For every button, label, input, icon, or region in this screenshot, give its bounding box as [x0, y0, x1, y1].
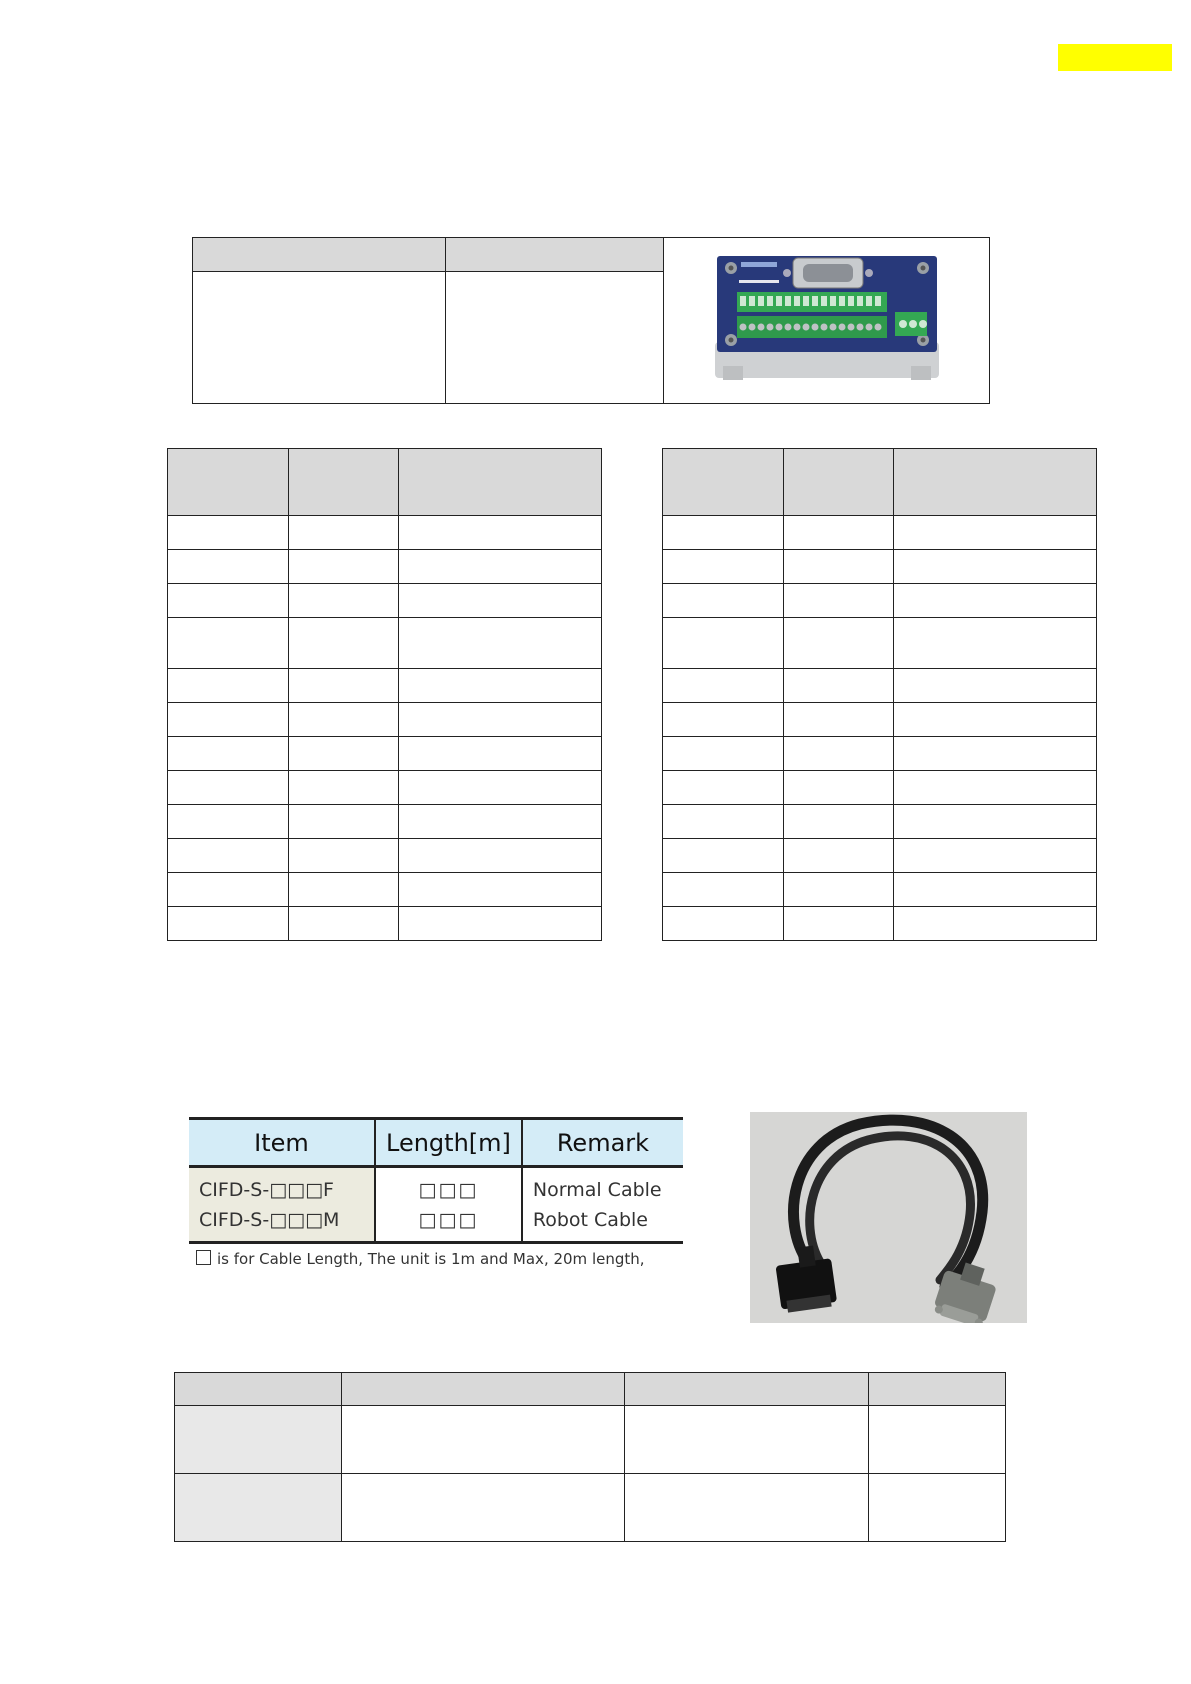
pin-cell [399, 805, 602, 839]
pin-cell [289, 550, 399, 584]
pin-cell [784, 873, 894, 907]
info-cell-1 [193, 272, 446, 404]
pin-cell [399, 584, 602, 618]
cable-header-length: Length[m] [375, 1119, 522, 1167]
pin-cell [894, 669, 1097, 703]
pin-cell [663, 907, 784, 941]
pin-cell [289, 703, 399, 737]
cable-header-item: Item [189, 1119, 375, 1167]
pin-cell [289, 618, 399, 669]
pin-cell [168, 771, 289, 805]
pin-cell [784, 669, 894, 703]
cable-item-normal: CIFD-S-□□□F [199, 1178, 334, 1201]
pin-cell [663, 516, 784, 550]
pin-cell [663, 873, 784, 907]
pin-cell [894, 771, 1097, 805]
pin-cell [399, 618, 602, 669]
cable-length-normal: □□□ [418, 1178, 479, 1201]
pin-cell [168, 584, 289, 618]
bottom-cell [625, 1474, 869, 1542]
pin-cell [289, 771, 399, 805]
cable-remark-cell [522, 1167, 683, 1243]
pin-cell [894, 618, 1097, 669]
pin-cell [399, 669, 602, 703]
info-header-2 [446, 238, 664, 272]
bottom-header [869, 1373, 1006, 1406]
bottom-cell [869, 1474, 1006, 1542]
pin-cell [784, 584, 894, 618]
pin-cell [663, 584, 784, 618]
bottom-cell [342, 1406, 625, 1474]
cable-header-remark: Remark [522, 1119, 683, 1167]
pin-cell [784, 516, 894, 550]
pin-cell [784, 703, 894, 737]
pin-header [663, 449, 784, 516]
pin-cell [663, 737, 784, 771]
pin-cell [663, 669, 784, 703]
cable-note [196, 1250, 645, 1268]
pin-cell [399, 550, 602, 584]
pin-cell [894, 550, 1097, 584]
pin-header [399, 449, 602, 516]
pin-cell [399, 737, 602, 771]
pin-cell [784, 550, 894, 584]
pin-cell [289, 737, 399, 771]
pin-cell [168, 618, 289, 669]
terminal-block-board-icon [713, 254, 941, 382]
pin-cell [168, 703, 289, 737]
pin-cell [399, 771, 602, 805]
pin-cell [784, 805, 894, 839]
cable-remark-normal: Normal Cable [532, 1178, 662, 1201]
cable-length-robot: □□□ [418, 1208, 479, 1231]
pin-table-left [167, 448, 602, 941]
pin-cell [168, 550, 289, 584]
pin-header [168, 449, 289, 516]
checkbox-square-icon [196, 1250, 211, 1265]
pin-cell [784, 737, 894, 771]
pin-cell [894, 907, 1097, 941]
pin-cell [784, 618, 894, 669]
bottom-header [175, 1373, 342, 1406]
bottom-header [625, 1373, 869, 1406]
cable-length-cell [375, 1167, 522, 1243]
pin-cell [168, 873, 289, 907]
product-photo-cell [664, 238, 990, 404]
product-info-table [192, 237, 990, 404]
bottom-header [342, 1373, 625, 1406]
pin-cell [894, 516, 1097, 550]
pin-cell [289, 584, 399, 618]
pin-cell [663, 805, 784, 839]
cable-order-table [189, 1117, 683, 1244]
cable-photo [750, 1112, 1027, 1323]
pin-header [784, 449, 894, 516]
pin-cell [399, 839, 602, 873]
pin-cell [168, 669, 289, 703]
info-cell-2 [446, 272, 664, 404]
pin-cell [663, 550, 784, 584]
bottom-cell [342, 1474, 625, 1542]
pin-cell [168, 805, 289, 839]
pin-cell [784, 839, 894, 873]
cable-item-cell [189, 1167, 375, 1243]
pin-cell [894, 839, 1097, 873]
bottom-row-label [175, 1406, 342, 1474]
pin-cell [289, 873, 399, 907]
info-header-1 [193, 238, 446, 272]
bottom-cell [869, 1406, 1006, 1474]
cable-remark-robot: Robot Cable [532, 1208, 648, 1231]
pin-cell [289, 805, 399, 839]
pin-cell [663, 839, 784, 873]
pin-header [289, 449, 399, 516]
pin-cell [168, 516, 289, 550]
pin-cell [894, 805, 1097, 839]
pin-cell [289, 907, 399, 941]
pin-cell [784, 907, 894, 941]
cable-note-text: is for Cable Length, The unit is 1m and Max, 20m length, [217, 1250, 645, 1268]
pin-cell [168, 839, 289, 873]
pin-cell [399, 516, 602, 550]
pin-cell [289, 669, 399, 703]
pin-table-right [662, 448, 1097, 941]
highlight-mark [1058, 44, 1172, 71]
pin-cell [399, 907, 602, 941]
bottom-row-label [175, 1474, 342, 1542]
cable-assembly-icon [750, 1112, 1027, 1323]
pin-cell [289, 839, 399, 873]
pin-cell [399, 873, 602, 907]
pin-cell [289, 516, 399, 550]
pin-cell [663, 618, 784, 669]
pin-cell [663, 703, 784, 737]
pin-cell [168, 737, 289, 771]
cable-type-table [174, 1372, 1006, 1542]
pin-cell [663, 771, 784, 805]
pin-cell [894, 584, 1097, 618]
pin-cell [399, 703, 602, 737]
pin-header [894, 449, 1097, 516]
pin-cell [784, 771, 894, 805]
pin-cell [168, 907, 289, 941]
pin-cell [894, 703, 1097, 737]
cable-item-robot: CIFD-S-□□□M [199, 1208, 340, 1231]
pin-cell [894, 737, 1097, 771]
bottom-cell [625, 1406, 869, 1474]
pin-cell [894, 873, 1097, 907]
